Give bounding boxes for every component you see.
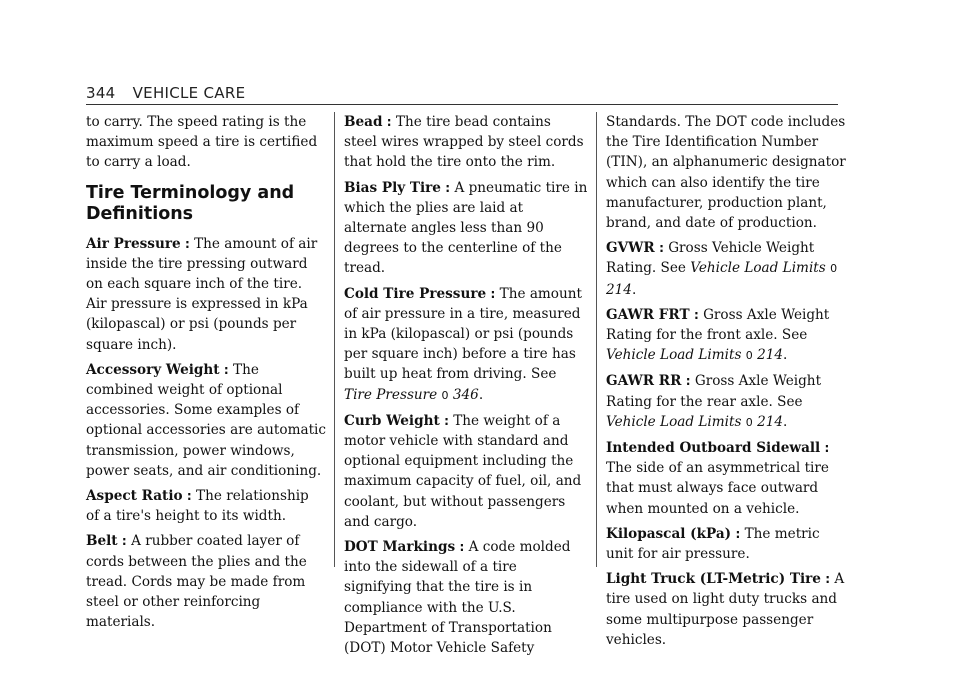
cross-reference: Tire Pressure: [344, 386, 438, 403]
page-ref-arrow: 0: [745, 349, 753, 363]
term: Air Pressure: [86, 235, 181, 252]
definition-text: Gross Axle Weight Rating for the front axle. See: [606, 306, 830, 344]
definition-text: Gross Vehicle Weight Rating. See: [606, 240, 815, 277]
definition-entry: [344, 112, 588, 173]
definition-text: The side of an asymmetrical tire that must always face outward when mounted on a vehicle.: [606, 460, 829, 517]
header-rule: [86, 104, 838, 105]
definition-text: A tire used on light duty trucks and some multipurpose passenger vehicles.: [606, 571, 845, 648]
definition-text: A pneumatic tire in which the plies are laid at alternate angles less than 90 degrees to the centerline of the tread.: [344, 179, 588, 277]
definition-entry-continued: [606, 112, 846, 233]
column-2: [344, 112, 588, 663]
section-heading: Tire Terminology and Definitions: [86, 182, 295, 224]
term: Bead: [344, 114, 383, 130]
definition-entry: [344, 178, 588, 279]
cross-reference: Vehicle Load Limits: [606, 347, 742, 364]
definition-entry: [86, 360, 326, 481]
column-divider: [596, 112, 597, 567]
punctuation: .: [478, 386, 484, 403]
term: Cold Tire Pressure: [344, 285, 487, 302]
column-3: [606, 112, 846, 655]
term: DOT Markings: [344, 539, 456, 556]
page-ref-arrow: 0: [830, 262, 838, 276]
definition-text: The amount of air pressure in a tire, measured in kPa (kilopascal) or psi (pounds per square inch) before a tire has built up heat from driving. See: [344, 285, 582, 383]
definition-text: Gross Axle Weight Rating for the rear axle. See: [606, 373, 822, 410]
page-number: 344: [86, 84, 116, 102]
term-separator: :: [825, 572, 831, 587]
term: Bias Ply Tire: [344, 179, 441, 196]
definition-text: A rubber coated layer of cords between the plies and the tread. Cords may be made from steel or other reinforcing materials.: [86, 533, 307, 631]
definition-entry: [606, 524, 846, 564]
definition-entry: [86, 234, 326, 355]
definition-text: The relationship of a tire's height to its width.: [86, 488, 309, 525]
definition-entry: [606, 438, 846, 519]
definition-entry: [606, 238, 846, 300]
punctuation: .: [783, 347, 788, 364]
column-1: [86, 112, 326, 637]
section-title: VEHICLE CARE: [132, 84, 246, 102]
definition-entry: [344, 411, 588, 532]
cross-reference: Vehicle Load Limits: [690, 260, 826, 277]
definition-text: The combined weight of optional accessories. Some examples of optional accessories are automatic transmission, power windows, power seats, and air conditioning.: [86, 361, 327, 479]
intro-paragraph: to carry. The speed rating is the maximum speed a tire is certified to carry a load.: [86, 114, 318, 171]
column-divider: [334, 112, 335, 567]
term: GVWR: [606, 240, 655, 257]
punctuation: .: [631, 281, 637, 298]
reference-page-number: 214: [757, 347, 784, 364]
term-separator: :: [121, 534, 127, 549]
term: Light Truck (LT-Metric) Tire: [606, 571, 821, 588]
cross-reference: Vehicle Load Limits: [606, 413, 742, 430]
term: Accessory Weight: [86, 361, 220, 378]
term-separator: :: [685, 374, 691, 389]
term: Intended Outboard Sidewall: [606, 440, 821, 457]
term-separator: :: [386, 115, 392, 129]
definition-text: The weight of a motor vehicle with standard and optional equipment including the maximum capacity of fuel, oil, and coolant, but without passengers and cargo.: [344, 412, 582, 530]
page-ref-arrow: 0: [745, 415, 753, 429]
term: Belt: [86, 533, 118, 550]
definition-entry: [606, 305, 846, 367]
reference-page-number: 214: [757, 413, 784, 430]
definition-text: A code molded into the sidewall of a tire signifying that the tire is in compliance with the U.S. Department of Transportation (DOT) Motor Vehicle Safety: [344, 539, 571, 657]
definition-entry: [344, 284, 588, 406]
page-header: [86, 84, 245, 102]
term-separator: :: [735, 526, 741, 541]
term-separator: :: [223, 362, 229, 377]
term-separator: :: [459, 540, 465, 555]
punctuation: .: [783, 413, 788, 430]
term-separator: :: [184, 236, 190, 251]
term: GAWR RR: [606, 373, 682, 390]
definition-entry: [606, 569, 846, 650]
term-separator: :: [186, 489, 192, 504]
definition-entry: [86, 531, 326, 632]
term-separator: :: [693, 307, 699, 322]
page-ref-arrow: 0: [441, 388, 449, 402]
term-separator: :: [445, 180, 451, 195]
term: Kilopascal (kPa): [606, 525, 732, 542]
reference-page-number: 214: [606, 281, 632, 298]
term: Curb Weight: [344, 412, 440, 429]
term-separator: :: [659, 241, 664, 256]
term-separator: :: [490, 286, 496, 301]
term: GAWR FRT: [606, 306, 690, 323]
definition-text: The metric unit for air pressure.: [606, 525, 820, 563]
definition-entry: [86, 486, 326, 526]
definition-text: Standards. The DOT code includes the Tire Identification Number (TIN), an alphanumeric designator which can also identify the tire manufacturer, production plant, brand, and date of production.: [606, 114, 846, 232]
term: Aspect Ratio: [86, 488, 183, 505]
reference-page-number: 346: [452, 386, 479, 403]
term-separator: :: [824, 441, 830, 456]
definition-entry: [606, 371, 846, 433]
definition-text: The tire bead contains steel wires wrapped by steel cords that hold the tire onto the rim.: [344, 114, 584, 171]
term-separator: :: [444, 413, 449, 428]
definition-text: The amount of air inside the tire pressing outward on each square inch of the tire. Air pressure is expressed in kPa (kilopascal) or psi (pounds per square inch).: [86, 235, 318, 353]
definition-entry: [344, 537, 588, 658]
